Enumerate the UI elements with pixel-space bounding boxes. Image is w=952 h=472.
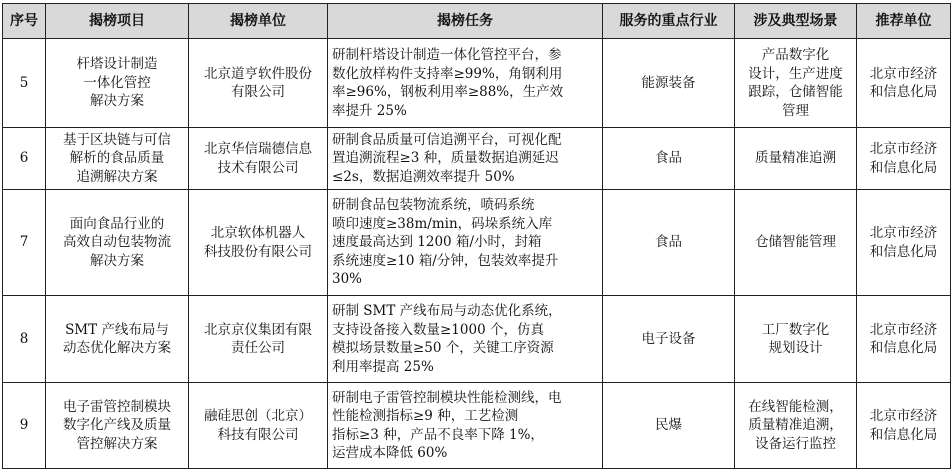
row-unit: 北京软体机器人 科技股份有限公司 bbox=[189, 190, 328, 296]
header-scene: 涉及典型场景 bbox=[735, 4, 857, 39]
row-scene: 工厂数字化 规划设计 bbox=[735, 296, 857, 383]
row-project: 面向食品行业的 高效自动包装物流 解决方案 bbox=[46, 190, 189, 296]
row-recommender: 北京市经济 和信息化局 bbox=[857, 128, 951, 190]
row-no: 7 bbox=[3, 190, 46, 296]
row-scene: 质量精准追溯 bbox=[735, 128, 857, 190]
row-no: 5 bbox=[3, 39, 46, 128]
row-task: 研制食品包装物流系统，喷码系统 喷印速度≥38m/min，码垛系统入库 速度最高达到 1200 箱/小时，封箱 系统速度≥10 箱/分钟，包装效率提升 30% bbox=[328, 190, 603, 296]
row-task: 研制杆塔设计制造一体化管控平台，参 数化放样构件支持率≥99%，角钢利用 率≥96%，钢板利用率≥88%，生产效 率提升 25% bbox=[328, 39, 603, 128]
row-industry: 民爆 bbox=[603, 383, 735, 469]
project-table bbox=[2, 3, 951, 469]
row-industry: 食品 bbox=[603, 190, 735, 296]
row-project: 杆塔设计制造 一体化管控 解决方案 bbox=[46, 39, 189, 128]
row-industry: 食品 bbox=[603, 128, 735, 190]
row-no: 8 bbox=[3, 296, 46, 383]
row-task: 研制电子雷管控制模块性能检测线，电 性能检测指标≥9 种，工艺检测 指标≥3 种，产品不良率下降 1%， 运营成本降低 60% bbox=[328, 383, 603, 469]
row-scene: 仓储智能管理 bbox=[735, 190, 857, 296]
row-unit: 北京道亨软件股份 有限公司 bbox=[189, 39, 328, 128]
table-row bbox=[3, 190, 951, 296]
header-project: 揭榜项目 bbox=[46, 4, 189, 39]
header-industry: 服务的重点行业 bbox=[603, 4, 735, 39]
row-task: 研制 SMT 产线布局与动态优化系统， 支持设备接入数量≥1000 个，仿真 模拟场景数量≥50 个，关键工序资源 利用率提高 25% bbox=[328, 296, 603, 383]
table-row bbox=[3, 39, 951, 128]
row-unit: 北京华信瑞德信息 技术有限公司 bbox=[189, 128, 328, 190]
row-scene: 产品数字化 设计，生产进度 跟踪，仓储智能 管理 bbox=[735, 39, 857, 128]
row-project: 基于区块链与可信 解析的食品质量 追溯解决方案 bbox=[46, 128, 189, 190]
table-row bbox=[3, 128, 951, 190]
table-row bbox=[3, 383, 951, 469]
header-recommender: 推荐单位 bbox=[857, 4, 951, 39]
header-task: 揭榜任务 bbox=[328, 4, 603, 39]
row-industry: 电子设备 bbox=[603, 296, 735, 383]
header-unit: 揭榜单位 bbox=[189, 4, 328, 39]
row-recommender: 北京市经济 和信息化局 bbox=[857, 383, 951, 469]
row-industry: 能源装备 bbox=[603, 39, 735, 128]
row-unit: 融硅思创（北京） 科技有限公司 bbox=[189, 383, 328, 469]
header-row bbox=[3, 4, 951, 39]
row-scene: 在线智能检测， 质量精准追溯， 设备运行监控 bbox=[735, 383, 857, 469]
row-no: 9 bbox=[3, 383, 46, 469]
row-project: 电子雷管控制模块 数字化产线及质量 管控解决方案 bbox=[46, 383, 189, 469]
row-recommender: 北京市经济 和信息化局 bbox=[857, 190, 951, 296]
row-unit: 北京京仪集团有限 责任公司 bbox=[189, 296, 328, 383]
row-no: 6 bbox=[3, 128, 46, 190]
row-recommender: 北京市经济 和信息化局 bbox=[857, 296, 951, 383]
header-no: 序号 bbox=[3, 4, 46, 39]
table-row bbox=[3, 296, 951, 383]
row-task: 研制食品质量可信追溯平台，可视化配 置追溯流程≥3 种，质量数据追溯延迟 ≤2s，数据追溯效率提升 50% bbox=[328, 128, 603, 190]
row-project: SMT 产线布局与 动态优化解决方案 bbox=[46, 296, 189, 383]
row-recommender: 北京市经济 和信息化局 bbox=[857, 39, 951, 128]
